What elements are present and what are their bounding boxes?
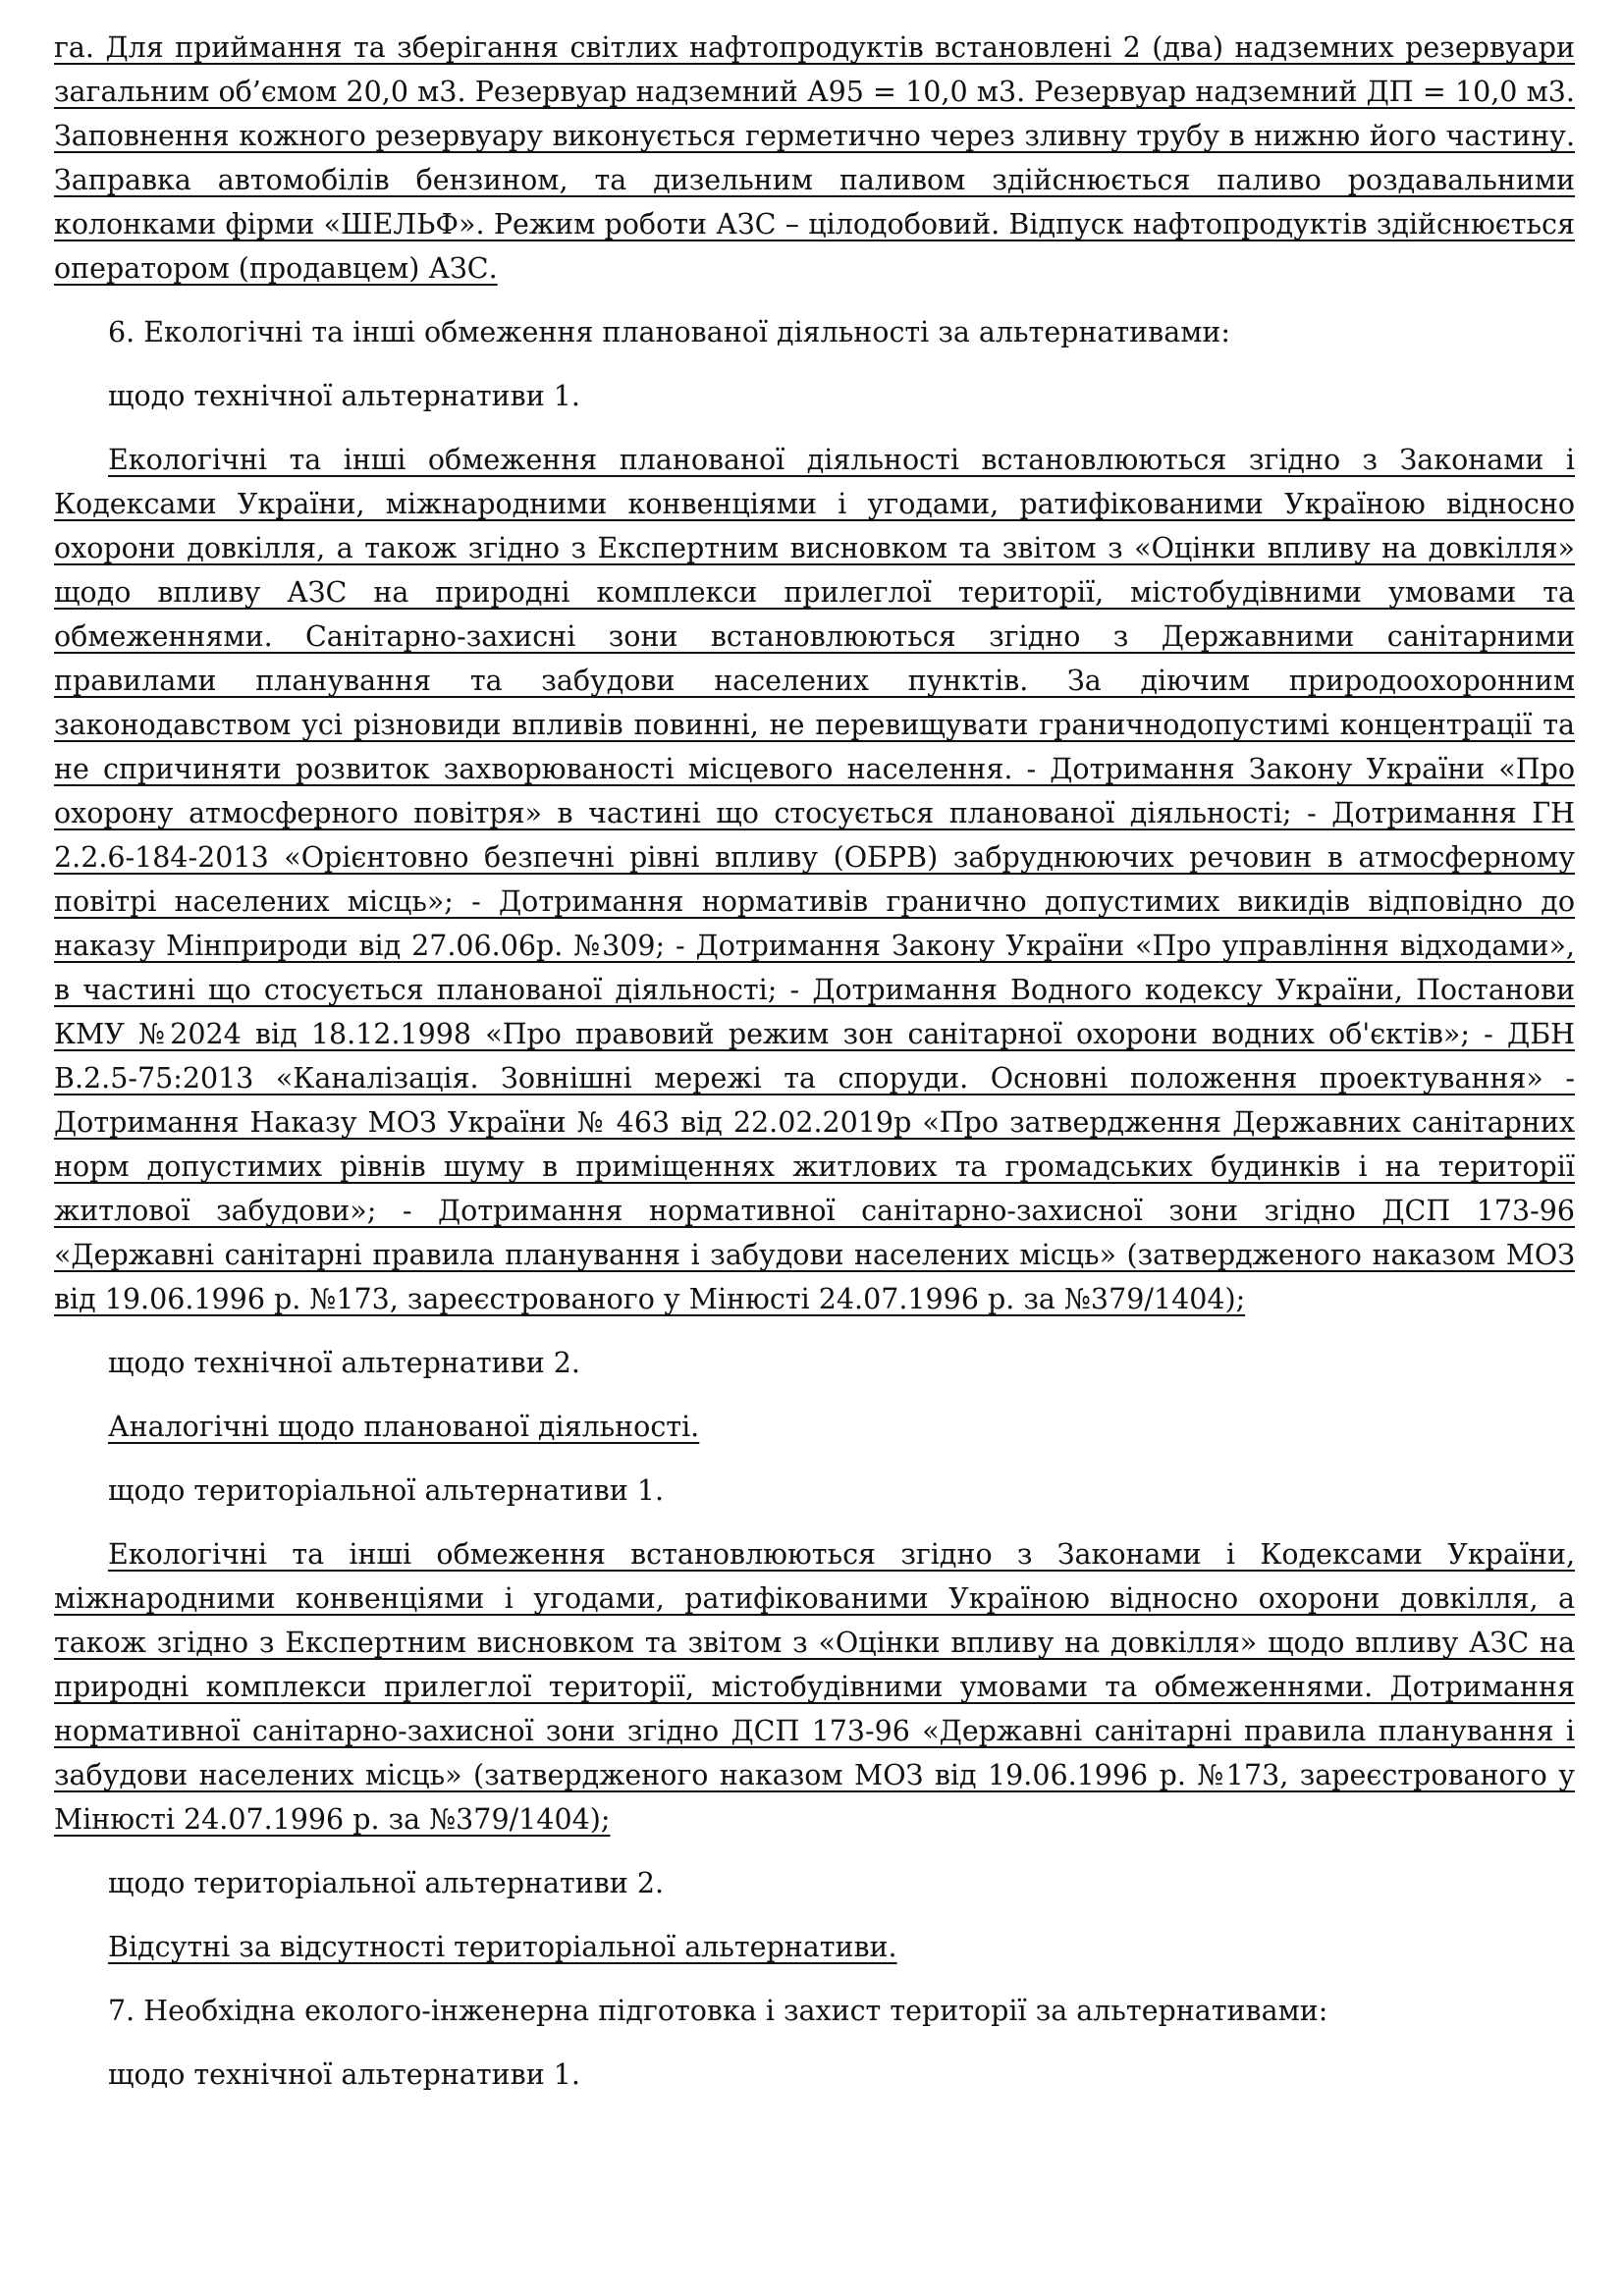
section-6-heading: 6. Екологічні та інші обмеження планованої діяльності за альтернативами: — [108, 316, 1230, 348]
s6-technical-alternative-2-text-span: Аналогічні щодо планованої діяльності. — [108, 1411, 700, 1443]
s6-territorial-alternative-2-label: щодо територіальної альтернативи 2. — [108, 1867, 665, 1899]
s6-technical-alternative-1-label: щодо технічної альтернативи 1. — [108, 380, 580, 412]
s6-territorial-alternative-1-label: щодо територіальної альтернативи 1. — [108, 1474, 665, 1507]
s6-technical-alternative-1-text: Екологічні та інші обмеження планованої діяльності встановлюються згідно з Законами і Кодексами України, міжнародними конвенціями і угодами, ратифікованими Україною відносно охорони довкілля, а також згідно з Експертним висновком та звітом з «Оцінки впливу на довкілля» щодо впливу АЗС на природні комплекси прилеглої території, містобудівними умовами та обмеженнями. Санітарно-захисні зони встановлюються згідно з Державними санітарними правилами планування та забудови населених пунктів. За діючим природоохоронним законодавством усі різновиди впливів повинні, не перевищувати граничнодопустимі концентрації та не спричиняти розвиток захворюваності місцевого населення. - Дотримання Закону України «Про охорону атмосферного повітря» в частині що стосується планованої діяльності; - Дотримання ГН 2.2.6-184-2013 «Орієнтовно безпечні рівні впливу (ОБРВ) забруднюючих речовин в атмосферному повітрі населених місць»; - Дотримання нормативів гранично допустимих викидів відповідно до наказу Мінприроди від 27.06.06р. №309; - Дотримання Закону України «Про управління відходами», в частині що стосується планованої діяльності; - Дотримання Водного кодексу України, Постанови КМУ №2024 від 18.12.1998 «Про правовий режим зон санітарної охорони водних об'єктів»; - ДБН В.2.5-75:2013 «Каналізація. Зовнішні мережі та споруди. Основні положення проектування» - Дотримання Наказу МОЗ України № 463 від 22.02.2019р «Про затвердження Державних санітарних норм допустимих рівнів шуму в приміщеннях житлових та громадських будинків і на території житлової забудови»; - Дотримання нормативної санітарно-захисної зони згідно ДСП 173-96 «Державні санітарні правила планування і забудови населених місць» (затвердженого наказом МОЗ від 19.06.1996 р. №173, зареєстрованого у Мінюсті 24.07.1996 р. за №379/1404); — [54, 444, 1575, 1315]
s6-territorial-alternative-1-text: Екологічні та інші обмеження встановлюються згідно з Законами і Кодексами України, міжнародними конвенціями і угодами, ратифікованими Україною відносно охорони довкілля, а також згідно з Експертним висновком та звітом з «Оцінки впливу на довкілля» щодо впливу АЗС на природні комплекси прилеглої території, містобудівними умовами та обмеженнями. Дотримання нормативної санітарно-захисної зони згідно ДСП 173-96 «Державні санітарні правила планування і забудови населених місць» (затвердженого наказом МОЗ від 19.06.1996 р. №173, зареєстрованого у Мінюсті 24.07.1996 р. за №379/1404); — [54, 1538, 1575, 1836]
s6-territorial-alternative-2-text-span: Відсутні за відсутності територіальної альтернативи. — [108, 1931, 897, 1963]
section-7-heading: 7. Необхідна еколого-інженерна підготовка і захист території за альтернативами: — [108, 1995, 1328, 2027]
s7-technical-alternative-1-label: щодо технічної альтернативи 1. — [108, 2058, 580, 2091]
s6-territorial-alternative-2-text — [54, 1925, 1575, 1969]
paragraph-intro: га. Для приймання та зберігання світлих нафтопродуктів встановлені 2 (два) надземних резервуари загальним об’ємом 20,0 м3. Резервуар надземний А95 = 10,0 м3. Резервуар надземний ДП = 10,0 м3. Заповнення кожного резервуару виконується герметично через зливну трубу в нижню його частину. Заправка автомобілів бензином, та дизельним паливом здійснюється паливо роздавальними колонками фірми «ШЕЛЬФ». Режим роботи АЗС – цілодобовий. Відпуск нафтопродуктів здійснюється оператором (продавцем) АЗС. — [54, 31, 1575, 285]
s6-technical-alternative-2-text — [54, 1405, 1575, 1449]
s6-technical-alternative-2-label: щодо технічної альтернативи 2. — [108, 1347, 580, 1379]
document-page — [54, 26, 1575, 2097]
